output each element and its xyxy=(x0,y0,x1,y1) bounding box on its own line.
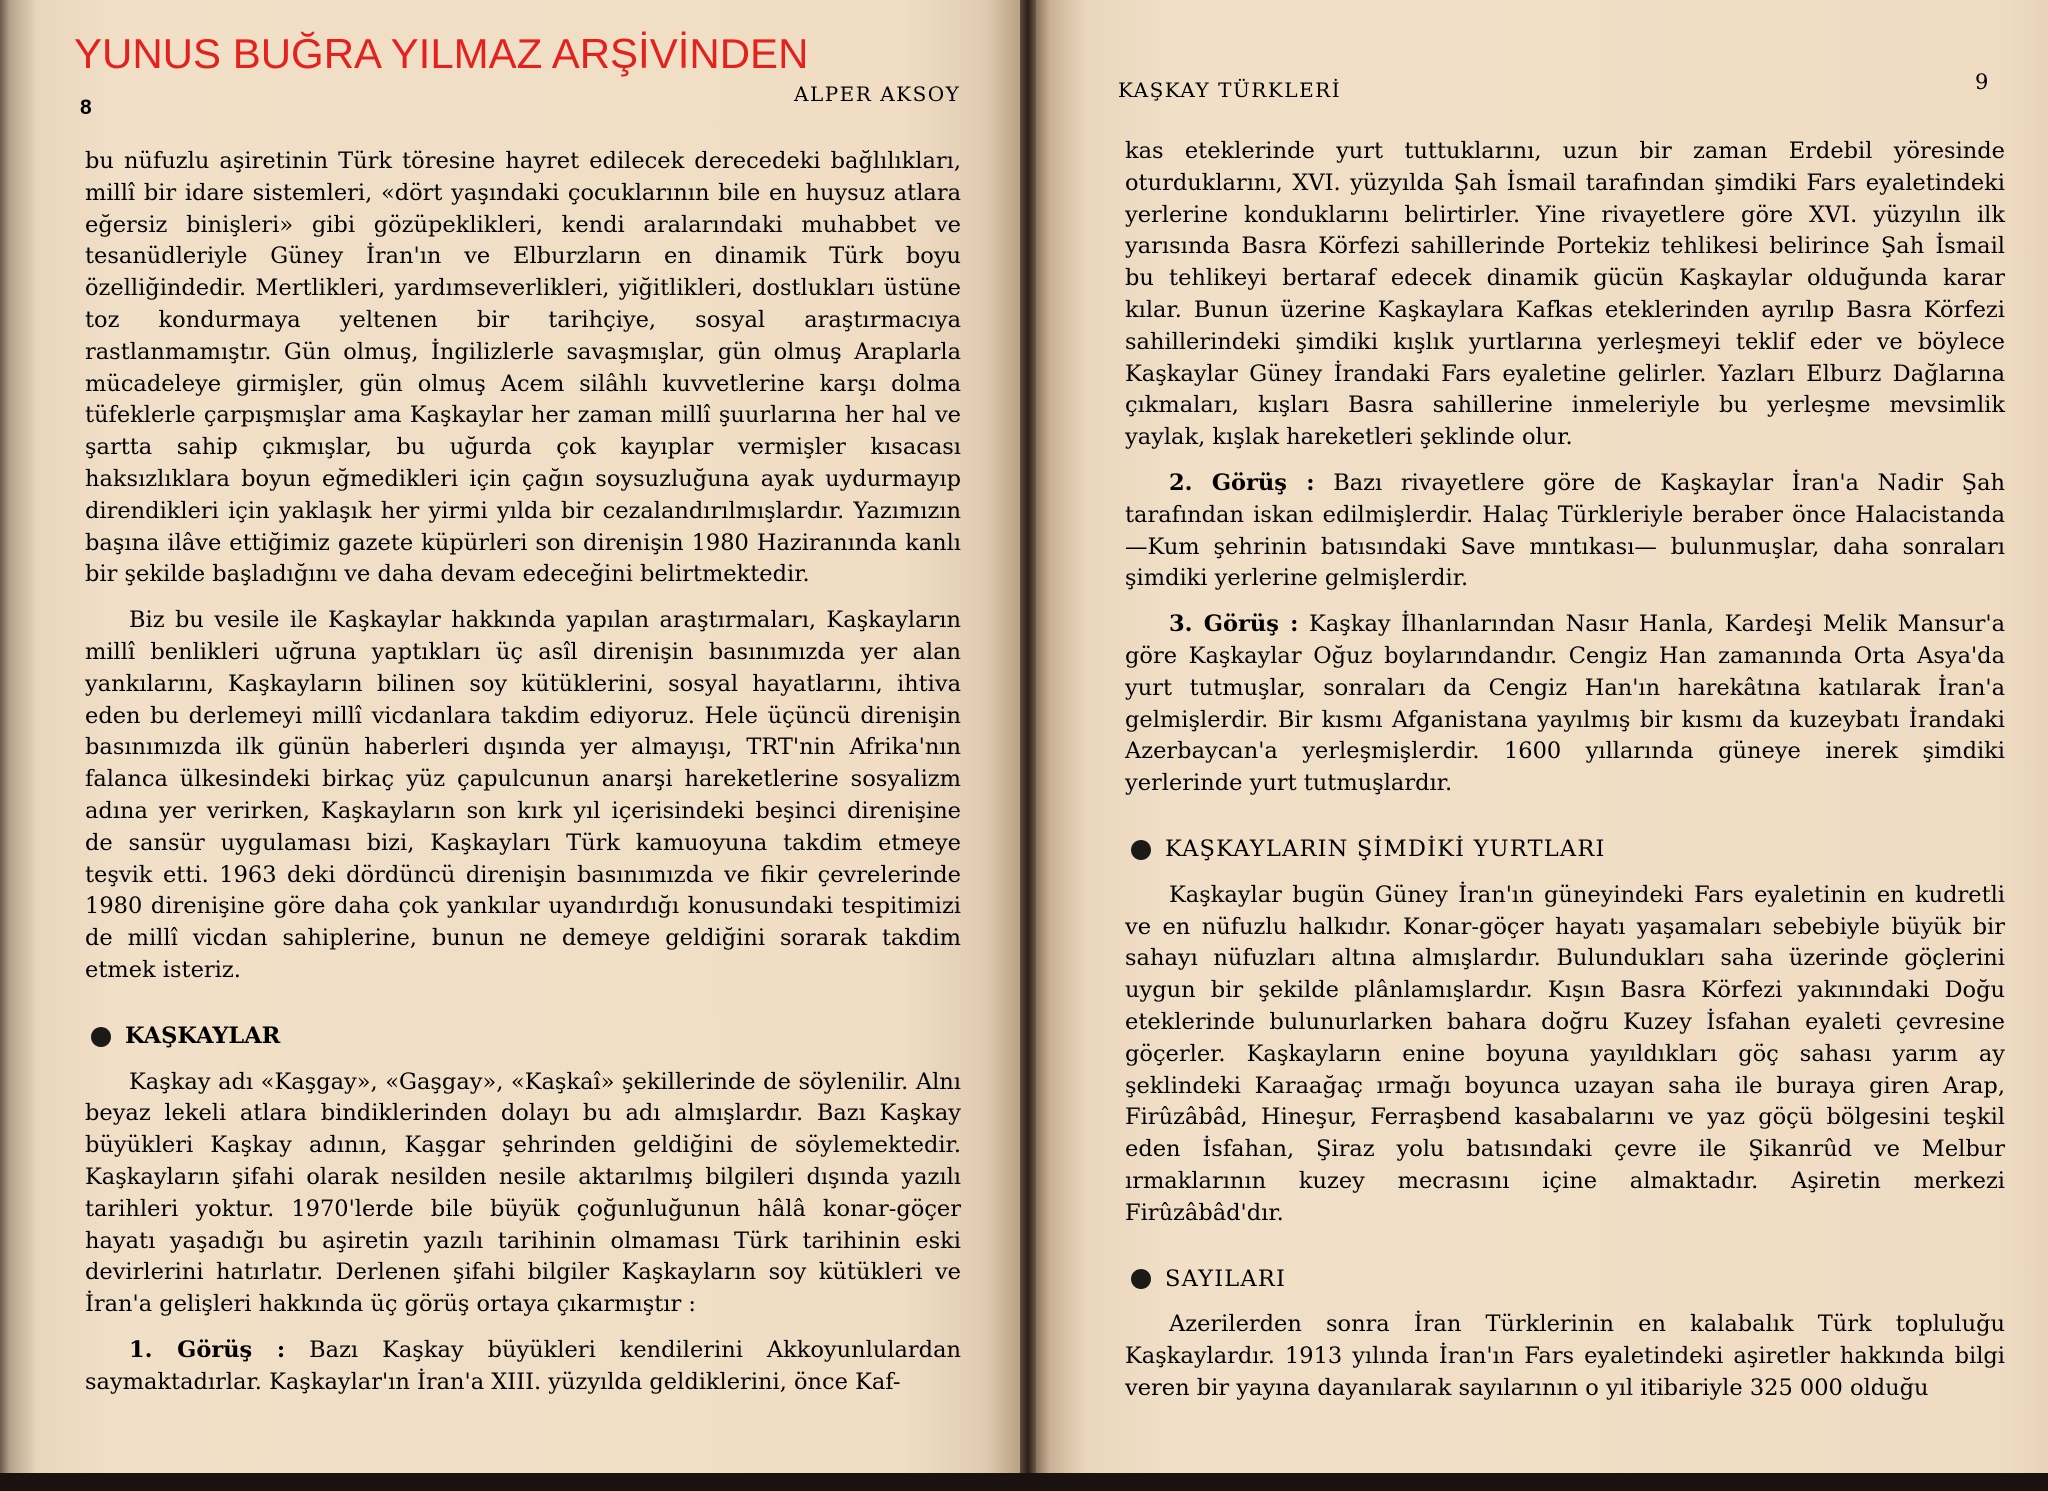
left-paragraph-3: Kaşkay adı «Kaşgay», «Gaşgay», «Kaşkaî» şekillerinde de söylenilir. Alnı beyaz lekeli atlara bindiklerinden dolayı bu adı almışlardır. Bazı Kaşkay büyükleri Kaşkay adının, Kaşgar şehrinden geldiğini de söylemektedir. Kaşkayların şifahi olarak nesilden nesile aktarılmış bilgileri dışında yazılı tarihleri yoktur. 1970'lerde bile büyük çoğunluğunun hâlâ konar-göçer hayatı yaşadığı bu aşiretin yazılı tarihinin olmaması Türk tarihinin eski devirlerini hatırlatır. Derlenen şifahi bilgiler Kaşkayların soy kütükleri ve İran'a gelişleri hakkında üç görüş ortaya çıkarmıştır : xyxy=(85,1068,961,1318)
bullet-icon xyxy=(1131,840,1151,860)
left-page-body xyxy=(85,146,961,1398)
bullet-icon xyxy=(91,1027,111,1047)
right-paragraph-2: Kaşkaylar bugün Güney İran'ın güneyindeki Fars eyaletinin en kudretli ve en nüfuzlu halkıdır. Konar-göçer hayatı yaşamaları sebebiyle büyük bir sahayı nüfuzları altına almışlardır. Bulundukları saha üzerinde göçlerini uygun bir şekilde plânlamışlardır. Kışın Basra Körfezi yakınındaki Doğu eteklerinde bulunurlarken bahara doğru Kuzey İsfahan eyaleti çevresine göçerler. Kaşkayların enine boyuna yayıldıkları göç sahası yarım ay şeklindeki Karaağaç ırmağı boyunca uzayan saha ile buraya giren Arap, Firûzâbâd, Hineşur, Ferraşbend kasabalarını ve yaz göçü bölgesini teşkil eden İsfahan, Şiraz yolu batısındaki çevre ile Şikanrûd ve Melbur ırmaklarının kuzey mecrasını içine almaktadır. Aşiretin merkezi Firûzâbâd'dır. xyxy=(1125,881,2005,1226)
gorus-3-label: 3. Görüş : xyxy=(1169,611,1299,638)
archive-watermark: YUNUS BUĞRA YILMAZ ARŞİVİNDEN xyxy=(74,30,809,77)
gorus-3-paragraph xyxy=(1125,609,2005,800)
gorus-1-paragraph xyxy=(85,1335,961,1399)
gorus-1-text: Bazı Kaşkay büyükleri kendilerini Akkoyunlulardan saymaktadırlar. Kaşkaylar'ın İran'a XIII. yüzyılda geldiklerini, önce Kaf- xyxy=(85,1336,961,1395)
gorus-1-label: 1. Görüş : xyxy=(129,1336,286,1363)
right-page-body xyxy=(1125,136,2005,1405)
section-heading-text: SAYILARI xyxy=(1165,1265,1287,1292)
section-heading-kaskaylar xyxy=(85,1021,961,1053)
section-heading-text: KAŞKAYLAR xyxy=(125,1022,281,1049)
right-paragraph-3: Azerilerden sonra İran Türklerinin en kalabalık Türk topluluğu Kaşkaylardır. 1913 yılında İran'ın Fars eyaletindeki aşiretler hakkında bilgi veren bir yayına dayanılarak sayılarının o yıl itibariyle 325 000 olduğu xyxy=(1125,1311,2005,1401)
book-gutter xyxy=(1020,0,1036,1491)
section-heading-sayilari xyxy=(1125,1264,2005,1296)
gorus-2-text: Bazı rivayetlere göre de Kaşkaylar İran'a Nadir Şah tarafından iskan edilmişlerdir. Halaç Türkleriyle beraber önce Halacistanda —Kum şehrinin batısındaki Save mıntıkası— bulunmuşlar, daha sonraları şimdiki yerlerine gelmişlerdir. xyxy=(1125,469,2005,592)
gorus-2-label: 2. Görüş : xyxy=(1169,469,1315,496)
left-paragraph-1: bu nüfuzlu aşiretinin Türk töresine hayret edilecek derecedeki bağlılıkları, millî bir idare sistemleri, «dört yaşındaki çocuklarının bile en huysuz atlara eğersiz binişleri» gibi gözüpeklikleri, kendi aralarındaki muhabbet ve tesanüdleriyle Güney İran'ın ve Elburzların en dinamik Türk boyu özelliğindedir. Mertlikleri, yardımseverlikleri, yiğitlikleri, dostlukları üstüne toz kondurmaya yeltenen bir tarihçiye, sosyal araştırmacıya rastlanmamıştır. Gün olmuş, İngilizlerle savaşmışlar, gün olmuş Araplarla mücadeleye girmişler, gün olmuş Acem silâhlı kuvvetlerine karşı dolma tüfeklerle çarpışmışlar ama Kaşkaylar her zaman millî şuurlarına her hal ve şartta sahip çıkmışlar, bu uğurda çok kayıplar vermişler kısacası haksızlıklara boyun eğmedikleri için çağın soysuzluğuna ayak uydurmayıp direndikleri için yaklaşık her yirmi yılda bir cezalandırılmışlardır. Yazımızın başına ilâve ettiğimiz gazete küpürleri son direnişin 1980 Haziranında kanlı bir şekilde başladığını ve daha devam edeceğini belirtmektedir. xyxy=(85,148,961,588)
gorus-3-text: Kaşkay İlhanlarından Nasır Hanla, Kardeşi Melik Mansur'a göre Kaşkaylar Oğuz boylarındandır. Cengiz Han zamanında Orta Asya'da yurt tutmuşlar, sonraları da Cengiz Han'ın harekâtına katılarak İran'a gelmişlerdir. Bir kısmı Afganistana yayılmış bir kısmı da kuzeybatı İrandaki Azerbaycan'a yerleşmişlerdir. 1600 yıllarında güneye inerek şimdiki yerlerinde yurt tutmuşlardır. xyxy=(1125,611,2005,797)
section-heading-yurtlari xyxy=(1125,834,2005,866)
bullet-icon xyxy=(1131,1269,1151,1289)
left-running-head: ALPER AKSOY xyxy=(794,82,961,106)
scan-bottom-edge xyxy=(0,1473,2048,1491)
right-paragraph-1: kas eteklerinde yurt tuttuklarını, uzun bir zaman Erdebil yöresinde oturduklarını, XVI. yüzyılda Şah İsmail tarafından şimdiki Fars eyaletindeki yerlerine konduklarını belirtirler. Yine rivayetlere göre XVI. yüzyılın ilk yarısında Basra Körfezi sahillerinde Portekiz tehlikesi belirince Şah İsmail bu tehlikeyi bertaraf edecek dinamik gücün Kaşkaylar olduğunda karar kılar. Bunun üzerine Kaşkaylara Kafkas eteklerinden ayrılıp Basra Körfezi sahillerindeki şimdiki kışlık yurtlarına yerleşmeyi teklif eder ve böylece Kaşkaylar Güney İrandaki Fars eyaletine gelirler. Yazları Elburz Dağlarına çıkmaları, kışları Basra sahillerine inmeleriyle bu yerleşme mevsimlik yaylak, kışlak hareketleri şeklinde olur. xyxy=(1125,138,2005,451)
gorus-2-paragraph xyxy=(1125,468,2005,595)
left-page-number: 8 xyxy=(80,96,92,119)
right-page-number: 9 xyxy=(1975,70,1989,94)
right-running-head: KAŞKAY TÜRKLERİ xyxy=(1118,78,1342,102)
left-paragraph-2: Biz bu vesile ile Kaşkaylar hakkında yapılan araştırmaları, Kaşkayların millî benlikleri uğruna yaptıkları üç asîl direnişin basınımızda yer alan yankılarını, Kaşkayların bilinen soy kütüklerini, sosyal hayatlarını, ihtiva eden bu derlemeyi millî vicdanlara takdim ediyoruz. Hele üçüncü direnişin basınımızda ilk günün haberleri dışında yer almayışı, TRT'nin Afrika'nın falanca ülkesindeki birkaç yüz çapulcunun anarşi hareketlerine sosyalizm adına yer verirken, Kaşkayların son kırk yıl içerisindeki beşinci direnişine de sansür uygulaması bizi, Kaşkayları Türk kamuoyuna takdim etmeye teşvik etti. 1963 deki dördüncü direnişin basınımızda ve fikir çevrelerinde 1980 direnişine göre daha çok yankılar uyandırdığı konusundaki tespitimizi de millî vicdan sahiplerine, bunun ne demeye geldiğini sorarak takdim etmek isteriz. xyxy=(85,607,961,983)
section-heading-text: KAŞKAYLARIN ŞİMDİKİ YURTLARI xyxy=(1165,835,1606,862)
